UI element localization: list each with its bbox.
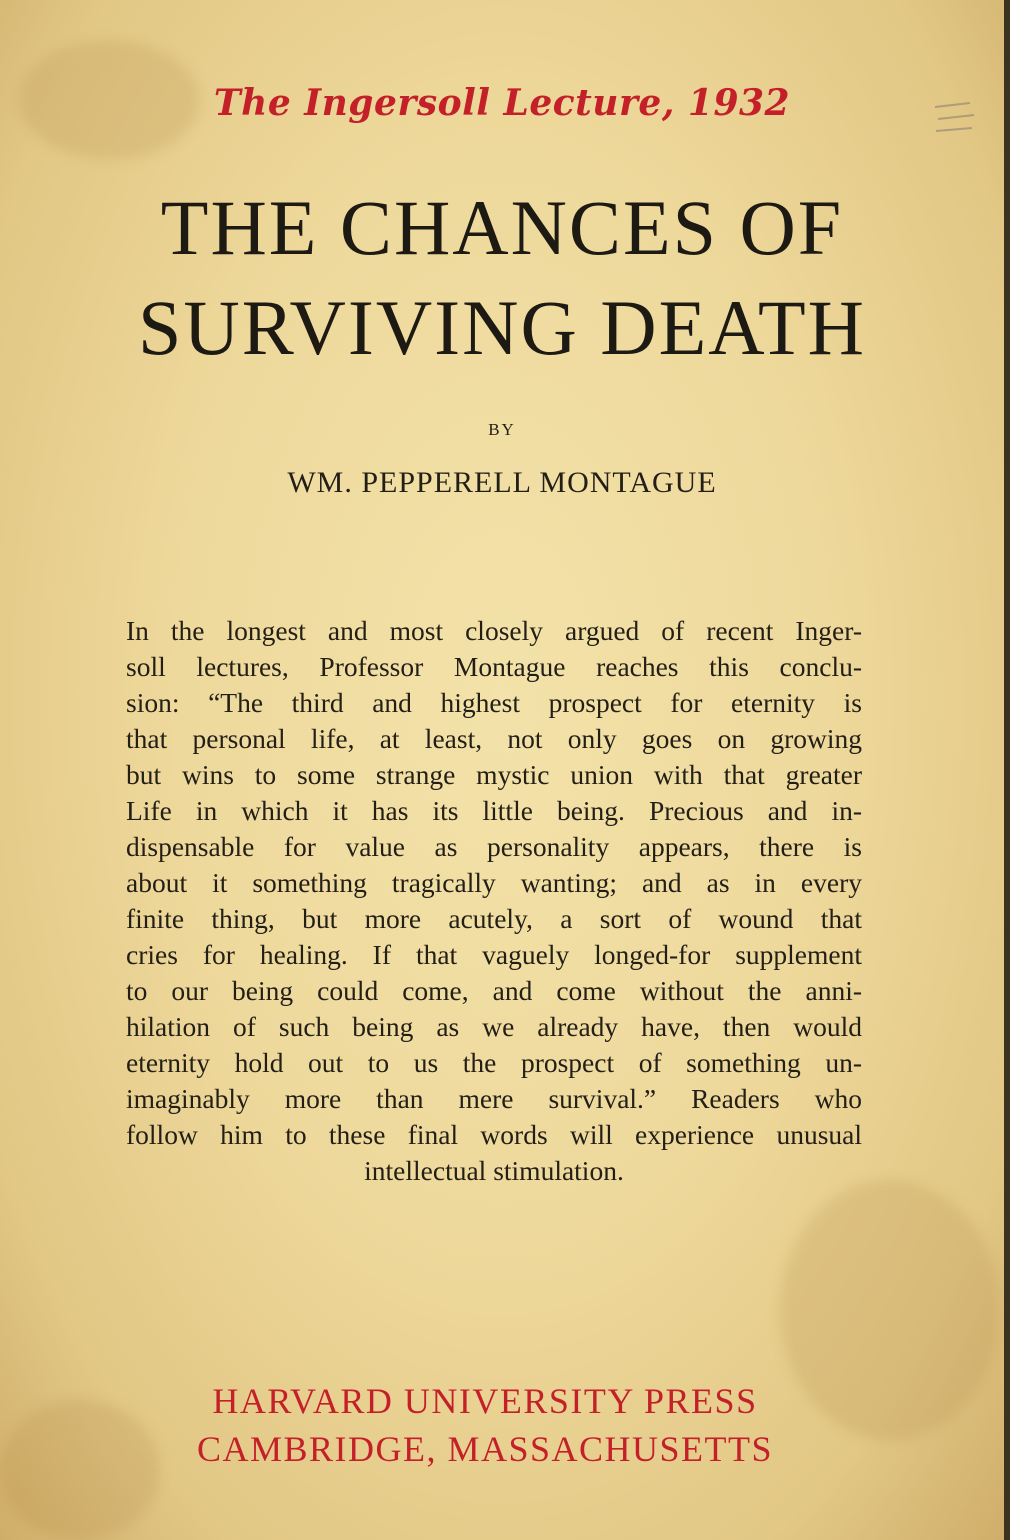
blurb-paragraph (126, 613, 862, 1189)
book-title-line-2: SURVIVING DEATH (138, 284, 866, 371)
blurb-line: but wins to some strange mystic union with that greater (126, 759, 862, 790)
blurb-line: dispensable for value as personality appears, there is (126, 831, 862, 862)
series-heading: The Ingersoll Lecture, 1932 (213, 82, 791, 124)
blurb-line: imaginably more than mere survival.” Readers who (126, 1083, 862, 1114)
blurb-line: intellectual stimulation. (364, 1155, 624, 1186)
blurb-line: sion: “The third and highest prospect for eternity is (126, 687, 862, 718)
publisher-location: CAMBRIDGE, MASSACHUSETTS (196, 1429, 774, 1469)
blurb-line: about it something tragically wanting; and as in every (126, 867, 862, 898)
blurb-line: finite thing, but more acutely, a sort of wound that (126, 903, 862, 934)
book-title-line-1: THE CHANCES OF (160, 184, 844, 271)
blurb-line: follow him to these final words will experience unusual (126, 1119, 862, 1150)
blurb-line: hilation of such being as we already have, then would (126, 1011, 862, 1042)
blurb-line: that personal life, at least, not only goes on growing (126, 723, 862, 754)
blurb-line: soll lectures, Professor Montague reaches this conclu- (126, 651, 862, 682)
blurb-line: Life in which it has its little being. Precious and in- (126, 795, 862, 826)
blurb-line: to our being could come, and come without the anni- (126, 975, 862, 1006)
cover-edge (1004, 0, 1010, 1540)
blurb-line: cries for healing. If that vaguely longed-for supplement (126, 939, 862, 970)
byline: BY (488, 420, 516, 439)
publisher-name: HARVARD UNIVERSITY PRESS (212, 1381, 758, 1421)
blurb-line: eternity hold out to us the prospect of something un- (126, 1047, 862, 1078)
blurb-line: In the longest and most closely argued of recent Inger- (126, 615, 862, 646)
author-name: WM. PEPPERELL MONTAGUE (287, 466, 717, 499)
